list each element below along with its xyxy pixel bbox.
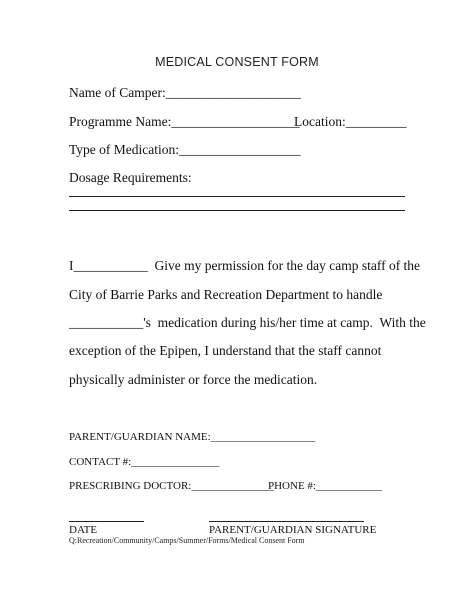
programme-name-field[interactable]: Programme Name:___________________ [69, 114, 300, 129]
consent-line-1: I___________ Give my permission for the day camp staff of the [69, 258, 421, 273]
consent-line-2: City of Barrie Parks and Recreation Department to handle [69, 287, 383, 302]
guardian-signature-label: PARENT/GUARDIAN SIGNATURE [209, 524, 377, 536]
consent-line-3: ___________'s medication during his/her time at camp. With the [69, 315, 426, 330]
camper-name-field[interactable]: Name of Camper:____________________ [69, 85, 301, 100]
dosage-line-1[interactable] [69, 196, 405, 197]
dosage-line-2[interactable] [69, 210, 405, 211]
dosage-label: Dosage Requirements: [69, 170, 192, 185]
consent-line-4: exception of the Epipen, I understand that the staff cannot [69, 343, 382, 358]
form-title: MEDICAL CONSENT FORM [155, 55, 319, 69]
phone-field[interactable]: PHONE #:____________ [268, 480, 382, 492]
date-label: DATE [69, 524, 98, 536]
contact-number-field[interactable]: CONTACT #:________________ [69, 456, 220, 468]
footer-file-path: Q:Recreation/Community/Camps/Summer/Forms/Medical Consent Form [69, 536, 305, 545]
consent-line-5: physically administer or force the medication. [69, 372, 318, 387]
guardian-signature-line[interactable] [209, 521, 364, 522]
medication-type-field[interactable]: Type of Medication:__________________ [69, 142, 301, 157]
location-field[interactable]: Location:_________ [294, 114, 407, 129]
prescribing-doctor-field[interactable]: PRESCRIBING DOCTOR:_______________ [69, 480, 274, 492]
date-signature-line[interactable] [69, 521, 144, 522]
guardian-name-field[interactable]: PARENT/GUARDIAN NAME:___________________ [69, 431, 316, 443]
